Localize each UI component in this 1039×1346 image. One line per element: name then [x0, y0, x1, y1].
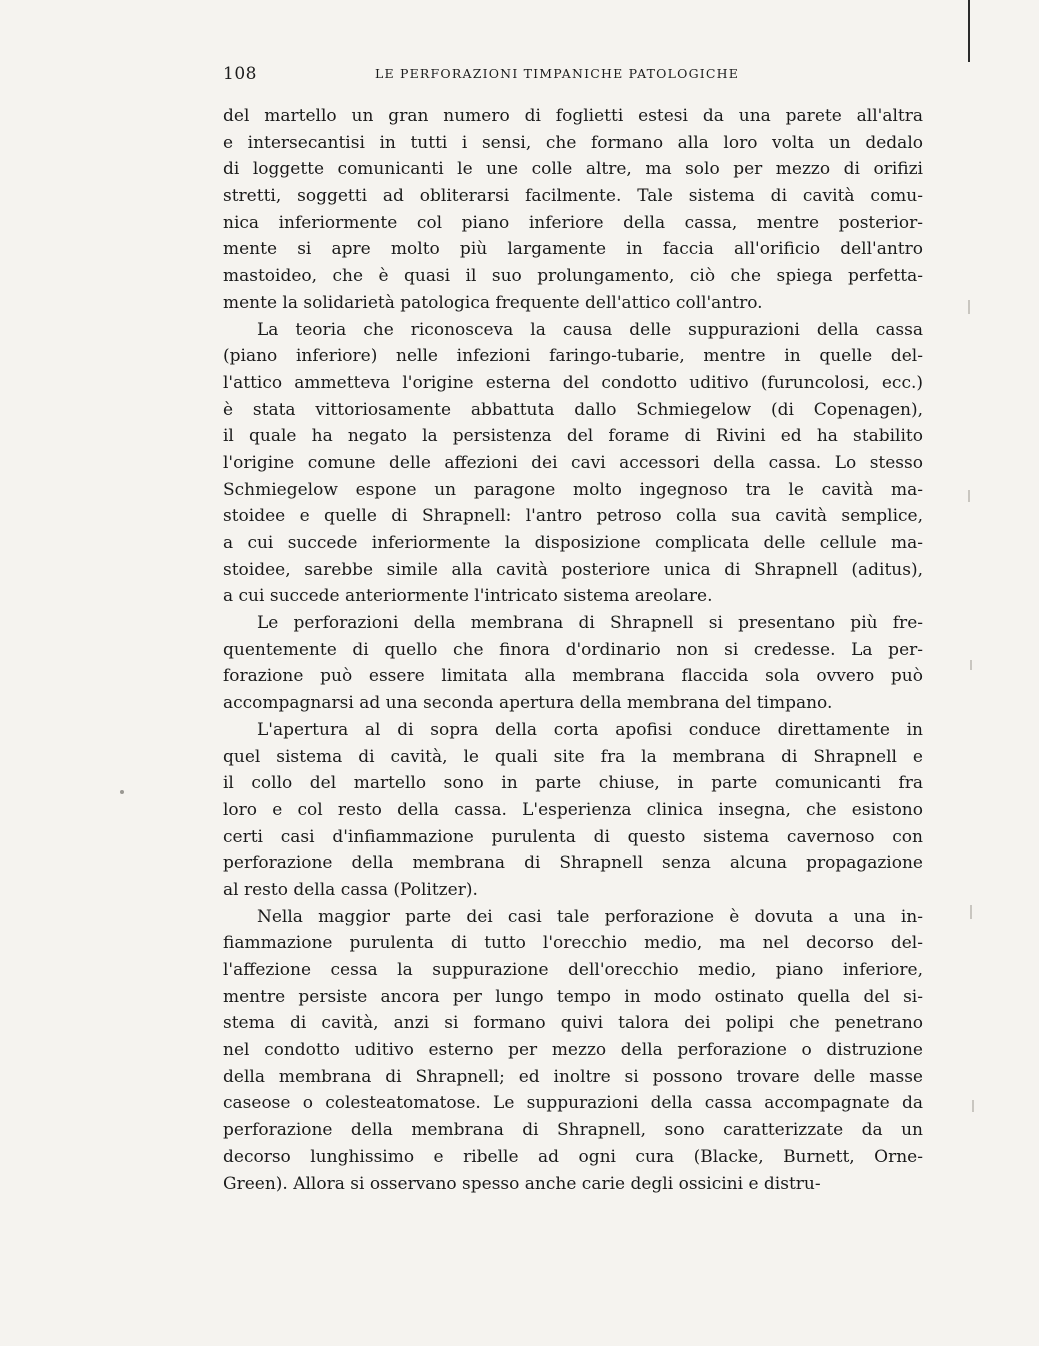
text-line: a cui succede anteriormente l'intricato sistema areolare.: [223, 586, 713, 607]
text-line: quel sistema di cavità, le quali site fra la membrana di Shrapnell e: [223, 746, 923, 767]
text-line: mastoideo, che è quasi il suo prolungamento, ciò che spiega perfetta-: [223, 266, 923, 287]
scan-edge-mark: [970, 660, 972, 670]
text-line: mentre persiste ancora per lungo tempo in modo ostinato quella del si-: [223, 986, 923, 1007]
text-line: Le perforazioni della membrana di Shrapnell si presentano più fre-: [257, 613, 923, 634]
text-line: stoidee, sarebbe simile alla cavità posteriore unica di Shrapnell (aditus),: [223, 559, 923, 580]
scan-edge-mark: [970, 905, 972, 919]
text-line: fiammazione purulenta di tutto l'orecchio medio, ma nel decorso del-: [223, 933, 923, 954]
text-line: è stata vittoriosamente abbattuta dallo Schmiegelow (di Copenagen),: [223, 399, 923, 420]
text-line: stema di cavità, anzi si formano quivi talora dei polipi che penetrano: [223, 1013, 923, 1034]
text-line: caseose o colesteatomatose. Le suppurazioni della cassa accompagnate da: [223, 1093, 923, 1114]
text-line: Green). Allora si osservano spesso anche carie degli ossicini e distru-: [223, 1173, 821, 1194]
text-line: nica inferiormente col piano inferiore della cassa, mentre posterior-: [223, 212, 923, 233]
text-line: decorso lunghissimo e ribelle ad ogni cura (Blacke, Burnett, Orne-: [223, 1146, 923, 1167]
text-line: l'affezione cessa la suppurazione dell'orecchio medio, piano inferiore,: [223, 960, 923, 980]
text-line: a cui succede inferiormente la disposizione complicata delle cellule ma-: [223, 533, 923, 553]
scan-edge-line: [968, 0, 970, 62]
text-line: L'apertura al di sopra della corta apofisi conduce direttamente in: [257, 719, 923, 740]
text-line: certi casi d'infiammazione purulenta di questo sistema cavernoso con: [223, 826, 923, 847]
paragraph: [223, 103, 923, 317]
text-line: del martello un gran numero di foglietti estesi da una parete all'altra: [223, 106, 923, 126]
text-line: e intersecantisi in tutti i sensi, che formano alla loro volta un dedalo: [223, 132, 923, 153]
paragraph: [223, 317, 923, 611]
text-line: mente si apre molto più largamente in faccia all'orificio dell'antro: [223, 239, 923, 260]
text-line: (piano inferiore) nelle infezioni faringo-tubarie, mentre in quelle del-: [223, 346, 923, 367]
page-header: [223, 64, 923, 88]
page-number: 108: [223, 64, 257, 84]
text-line: La teoria che riconosceva la causa delle suppurazioni della cassa: [257, 319, 923, 340]
scan-edge-mark: [968, 490, 970, 502]
scan-edge-mark: [968, 300, 970, 314]
body-text: [223, 103, 923, 1197]
scan-edge-mark: [972, 1100, 974, 1112]
text-line: accompagnarsi ad una seconda apertura della membrana del timpano.: [223, 693, 833, 714]
text-line: Schmiegelow espone un paragone molto ingegnoso tra le cavità ma-: [223, 479, 923, 500]
scan-speck: [120, 790, 124, 794]
text-line: quentemente di quello che finora d'ordinario non si credesse. La per-: [223, 639, 923, 660]
paragraph: [223, 717, 923, 904]
text-line: stretti, soggetti ad obliterarsi facilmente. Tale sistema di cavità comu-: [223, 186, 923, 207]
text-line: l'attico ammetteva l'origine esterna del condotto uditivo (furuncolosi, ecc.): [223, 372, 923, 393]
running-head: LE PERFORAZIONI TIMPANICHE PATOLOGICHE: [375, 66, 740, 81]
text-line: forazione può essere limitata alla membrana flaccida sola ovvero può: [223, 666, 923, 687]
text-line: loro e col resto della cassa. L'esperienza clinica insegna, che esistono: [223, 799, 923, 820]
text-line: perforazione della membrana di Shrapnell, sono caratterizzate da un: [223, 1120, 923, 1141]
text-line: stoidee e quelle di Shrapnell: l'antro petroso colla sua cavità semplice,: [223, 506, 923, 527]
paragraph: [223, 610, 923, 717]
text-line: di loggette comunicanti le une colle altre, ma solo per mezzo di orifizi: [223, 159, 923, 180]
text-line: della membrana di Shrapnell; ed inoltre si possono trovare delle masse: [223, 1066, 923, 1087]
paragraph: [223, 904, 923, 1198]
text-line: nel condotto uditivo esterno per mezzo della perforazione o distruzione: [223, 1040, 923, 1061]
text-line: perforazione della membrana di Shrapnell senza alcuna propagazione: [223, 853, 923, 874]
text-line: Nella maggior parte dei casi tale perforazione è dovuta a una in-: [257, 906, 923, 927]
text-line: il collo del martello sono in parte chiuse, in parte comunicanti fra: [223, 773, 923, 794]
text-line: il quale ha negato la persistenza del forame di Rivini ed ha stabilito: [223, 426, 923, 447]
text-line: mente la solidarietà patologica frequente dell'attico coll'antro.: [223, 292, 763, 313]
text-line: al resto della cassa (Politzer).: [223, 879, 478, 900]
text-line: l'origine comune delle affezioni dei cavi accessori della cassa. Lo stesso: [223, 452, 923, 473]
